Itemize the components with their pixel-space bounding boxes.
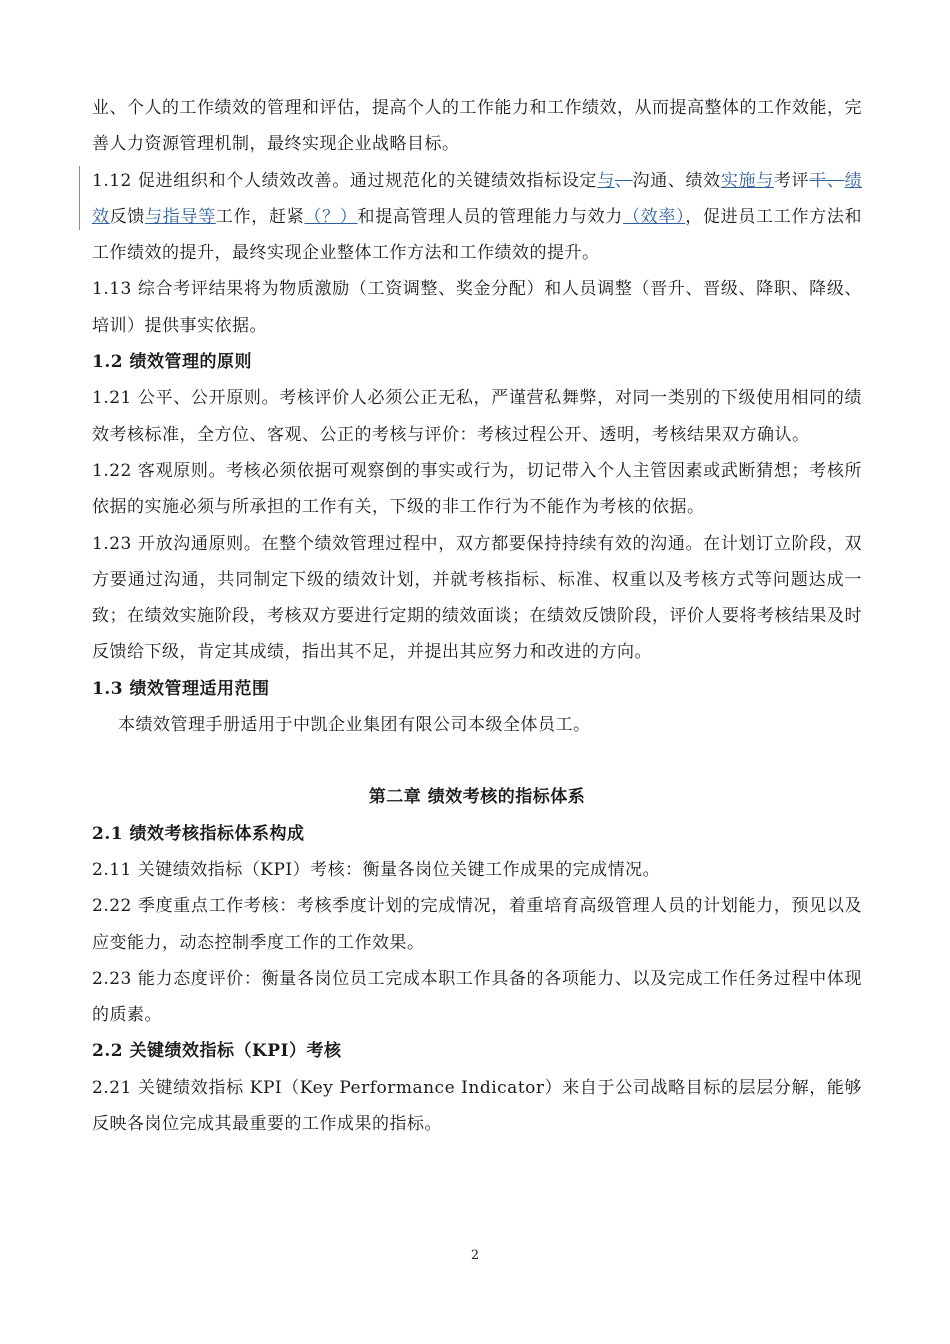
text-run: ，促进员工工作方法和工作绩效的提升，最终实现企业整体工作方法和工作绩效的提升。 [92,206,863,264]
text-run: 和提高管理人员的管理能力与效力 [357,206,623,227]
revision-change-bar [79,166,80,230]
paragraph-2-22: 2.22 季度重点工作考核：考核季度计划的完成情况，着重培育高级管理人员的计划能力，预见以及应变能力，动态控制季度工作的工作效果。 [92,896,862,953]
tracked-insertion: 绩效 [92,170,863,227]
text-run: 沟通、绩效 [632,170,721,191]
tracked-deletion: 干、 [809,170,845,191]
tracked-insertion: （？） [304,206,358,227]
document-body [92,90,862,1142]
paragraph-1-3: 本绩效管理手册适用于中凯企业集团有限公司本级全体员工。 [118,715,591,736]
section-heading-2-1: 2.1 绩效考核指标体系构成 [92,823,305,844]
section-heading-1-2: 1.2 绩效管理的原则 [92,352,252,373]
paragraph-1-21: 1.21 公平、公开原则。考核评价人必须公正无私，严谨营私舞弊，对同一类别的下级使用相同的绩效考核标准，全方位、客观、公正的考核与评价：考核过程公开、透明，考核结果双方确认。 [92,388,862,445]
paragraph-1-12 [92,163,862,272]
paragraph-2-21: 2.21 关键绩效指标 KPI（Key Performance Indicator）来自于公司战略目标的层层分解，能够反映各岗位完成其最重要的工作成果的指标。 [92,1077,862,1135]
tracked-insertion: （效率） [622,206,686,227]
tracked-insertion: 与指导等 [145,206,216,227]
paragraph-2-11: 2.11 关键绩效指标（KPI）考核：衡量各岗位关键工作成果的完成情况。 [92,859,661,880]
section-heading-2-2: 2.2 关键绩效指标（KPI）考核 [92,1041,342,1062]
tracked-insertion: 与 [597,170,615,191]
text-run: 反馈 [109,206,146,227]
text-run: 1.12 促进组织和个人绩效改善。通过规范化的关键绩效指标设定 [92,170,598,191]
paragraph-1-22: 1.22 客观原则。考核必须依据可观察倒的事实或行为，切记带入个人主管因素或武断猜想；考核所依据的实施必须与所承担的工作有关，下级的非工作行为不能作为考核的依据。 [92,460,862,518]
tracked-insertion: 实施与 [720,170,774,191]
text-run: 工作，赶紧 [215,206,305,227]
paragraph-2-23: 2.23 能力态度评价：衡量各岗位员工完成本职工作具备的各项能力、以及完成工作任务过程中体现的质素。 [92,968,862,1026]
paragraph-continuation: 业、个人的工作绩效的管理和评估，提高个人的工作能力和工作绩效，从而提高整体的工作效能，完善人力资源管理机制，最终实现企业战略目标。 [92,98,862,155]
page-number: 2 [470,1248,480,1263]
chapter-title: 第二章 绩效考核的指标体系 [368,787,586,808]
tracked-deletion: 、 [614,170,633,191]
paragraph-1-23: 1.23 开放沟通原则。在整个绩效管理过程中，双方都要保持持续有效的沟通。在计划订立阶段，双方要通过沟通，共同制定下级的绩效计划，并就考核指标、标准、权重以及考核方式等问题达成一致；在绩效实施阶段，考核双方要进行定期的绩效面谈；在绩效反馈阶段，评价人要将考核结果及时反馈给下级，肯定其成绩，指出其不足，并提出其应努力和改进的方向。 [92,533,862,663]
blank-line [92,743,862,779]
paragraph-1-13: 1.13 综合考评结果将为物质激励（工资调整、奖金分配）和人员调整（晋升、晋级、降职、降级、培训）提供事实依据。 [92,279,862,336]
section-heading-1-3: 1.3 绩效管理适用范围 [92,678,270,699]
text-run: 考评 [773,170,810,191]
